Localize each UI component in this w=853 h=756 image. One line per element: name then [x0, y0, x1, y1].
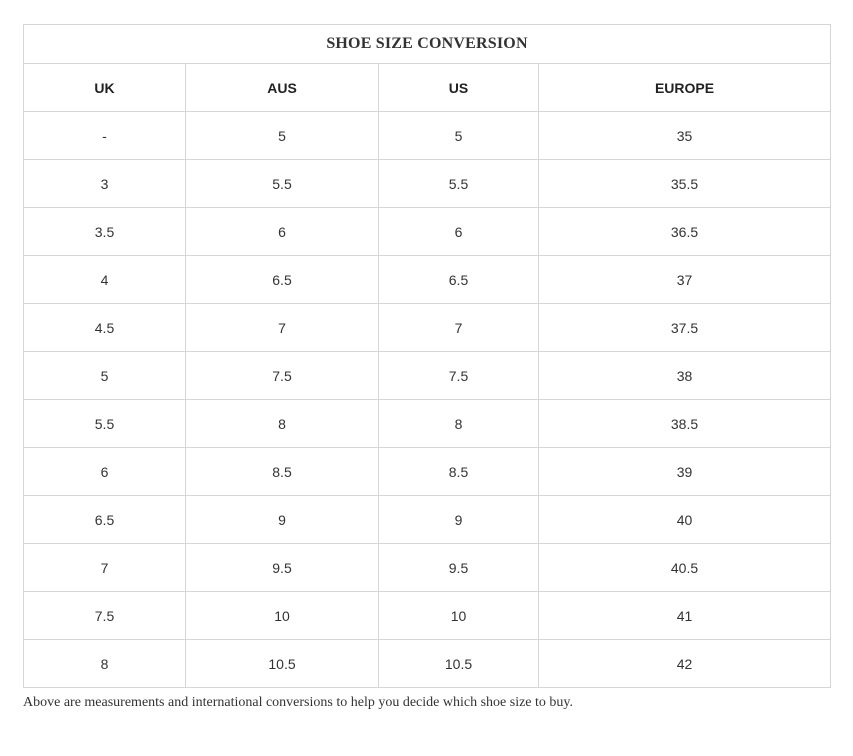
cell-us: 8.5	[379, 448, 539, 496]
cell-europe: 38.5	[539, 400, 831, 448]
shoe-size-table	[23, 24, 831, 688]
table-row	[24, 208, 831, 256]
cell-europe: 41	[539, 592, 831, 640]
cell-us: 8	[379, 400, 539, 448]
table-row	[24, 544, 831, 592]
cell-uk: -	[24, 112, 186, 160]
table-row	[24, 496, 831, 544]
cell-aus: 6.5	[186, 256, 379, 304]
cell-aus: 8	[186, 400, 379, 448]
table-row	[24, 400, 831, 448]
cell-us: 5	[379, 112, 539, 160]
cell-europe: 35	[539, 112, 831, 160]
cell-us: 10.5	[379, 640, 539, 688]
cell-uk: 7.5	[24, 592, 186, 640]
cell-europe: 37	[539, 256, 831, 304]
caption-text: Above are measurements and international conversions to help you decide which shoe size to buy.	[23, 695, 573, 710]
table-row	[24, 448, 831, 496]
cell-europe: 39	[539, 448, 831, 496]
table-row	[24, 304, 831, 352]
cell-us: 7.5	[379, 352, 539, 400]
table-row	[24, 256, 831, 304]
column-header-uk: UK	[24, 64, 186, 112]
cell-europe: 40	[539, 496, 831, 544]
cell-europe: 37.5	[539, 304, 831, 352]
table-title: SHOE SIZE CONVERSION	[24, 25, 831, 64]
cell-europe: 40.5	[539, 544, 831, 592]
cell-us: 9.5	[379, 544, 539, 592]
column-header-aus: AUS	[186, 64, 379, 112]
cell-aus: 10.5	[186, 640, 379, 688]
cell-uk: 8	[24, 640, 186, 688]
cell-europe: 38	[539, 352, 831, 400]
table-row	[24, 352, 831, 400]
cell-us: 10	[379, 592, 539, 640]
cell-aus: 6	[186, 208, 379, 256]
cell-europe: 36.5	[539, 208, 831, 256]
cell-uk: 6	[24, 448, 186, 496]
table-row	[24, 592, 831, 640]
cell-aus: 7	[186, 304, 379, 352]
cell-uk: 5.5	[24, 400, 186, 448]
header-row	[24, 64, 831, 112]
cell-uk: 6.5	[24, 496, 186, 544]
title-row	[24, 25, 831, 64]
cell-uk: 4.5	[24, 304, 186, 352]
cell-uk: 5	[24, 352, 186, 400]
cell-us: 6.5	[379, 256, 539, 304]
table-row	[24, 640, 831, 688]
cell-aus: 9	[186, 496, 379, 544]
cell-aus: 8.5	[186, 448, 379, 496]
cell-aus: 7.5	[186, 352, 379, 400]
cell-aus: 5	[186, 112, 379, 160]
cell-aus: 9.5	[186, 544, 379, 592]
cell-us: 9	[379, 496, 539, 544]
table-row	[24, 112, 831, 160]
cell-uk: 7	[24, 544, 186, 592]
cell-aus: 5.5	[186, 160, 379, 208]
cell-europe: 42	[539, 640, 831, 688]
cell-us: 5.5	[379, 160, 539, 208]
cell-uk: 4	[24, 256, 186, 304]
table-body	[24, 112, 831, 688]
cell-uk: 3.5	[24, 208, 186, 256]
cell-europe: 35.5	[539, 160, 831, 208]
table-row	[24, 160, 831, 208]
cell-us: 6	[379, 208, 539, 256]
cell-uk: 3	[24, 160, 186, 208]
column-header-europe: EUROPE	[539, 64, 831, 112]
column-header-us: US	[379, 64, 539, 112]
cell-us: 7	[379, 304, 539, 352]
cell-aus: 10	[186, 592, 379, 640]
